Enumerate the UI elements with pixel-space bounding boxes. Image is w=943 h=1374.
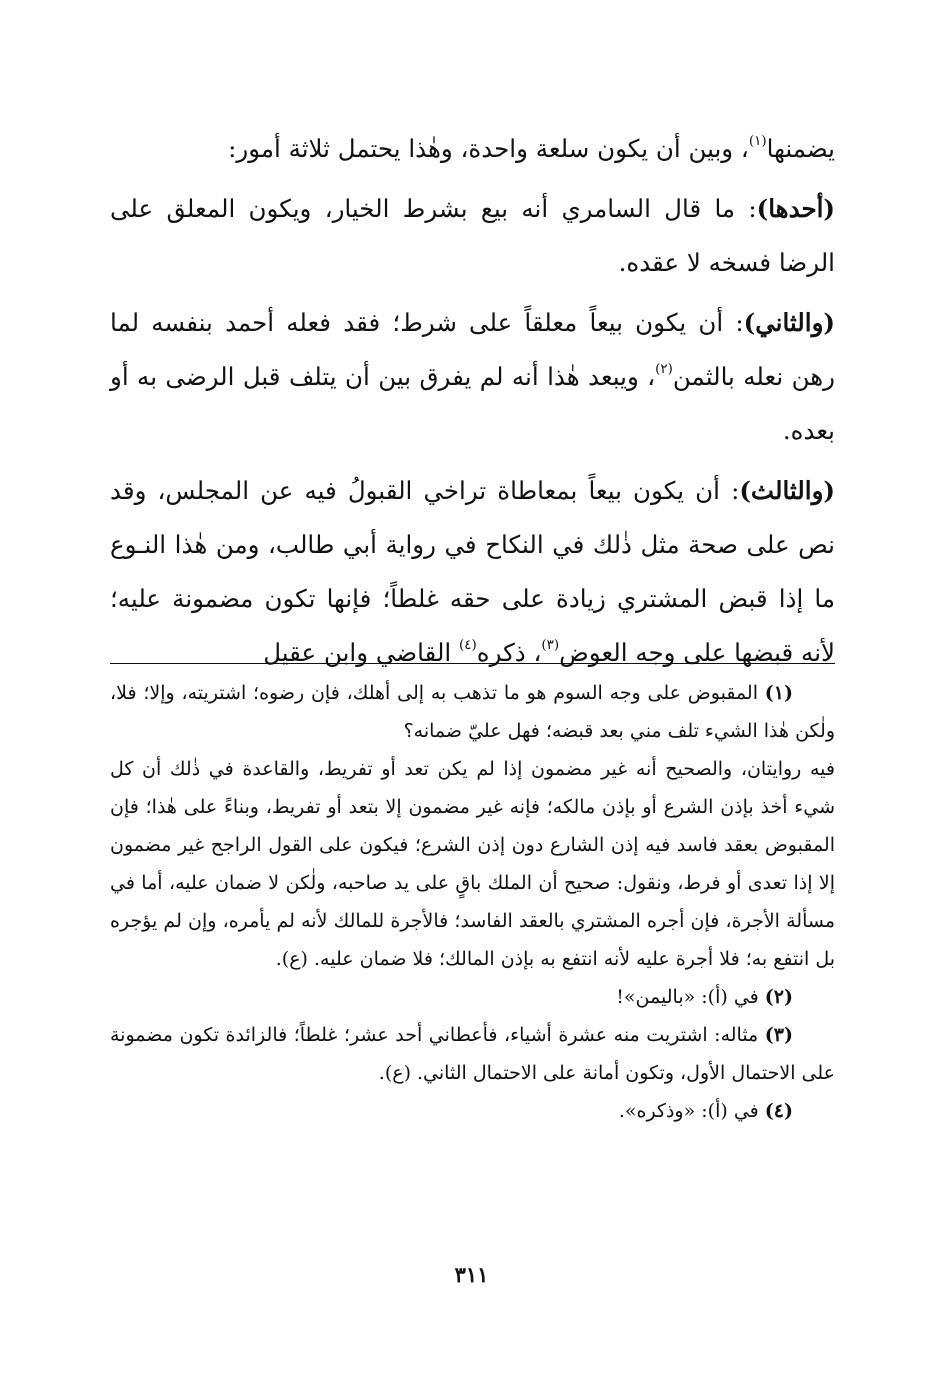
footnote-1-text-2: فيه روايتان، والصحيح أنه غير مضمون إذا لم يكن تعد أو تفريط، والقاعدة في ذٰلك أن كل شيء أخذ بإذن الشرع أو بإذن مالكه؛ فإنه غير مضمون إلا بتعد أو تفريط، وبناءً على هٰذا؛ فإن المقبوض بعقد فاسد فيه إذن الشارع دون إذن الشرع؛ فيكون على القول الراجح غير مضمون إلا إذا تعدى أو فرط، ونقول: صحيح أن الملك باقٍ على يد صاحبه، ولٰكن لا ضمان عليه، أما في مسألة الأجرة، فإن أجره المشتري بالعقد الفاسد؛ فالأجرة للمالك لأنه لم يأمره، وإن لم يؤجره بل انتفع به؛ فلا أجرة عليه لأنه انتفع به بإذن المالك؛ فلا ضمان عليه. (ع). [110, 758, 835, 970]
page-number: ٣١١ [454, 1262, 489, 1287]
footnote-4-text: في (أ): «وذكره». [618, 1100, 765, 1122]
paragraph-2 [110, 182, 835, 290]
footnote-1-number: (١) [764, 682, 793, 704]
paragraph-2-label: (أحدها) [756, 194, 835, 223]
footnote-2 [110, 978, 835, 1016]
footnote-3-number: (٣) [764, 1024, 793, 1046]
footnote-1-text: المقبوض على وجه السوم هو ما تذهب به إلى أهلك، فإن رضوه؛ اشتريته، وإلا؛ فلا، ولٰكن هٰذا الشيء تلف مني بعد قبضه؛ فهل عليّ ضمانه؟ [110, 682, 835, 742]
footnote-1 [110, 674, 835, 750]
footnote-ref-3[interactable]: (٣) [541, 636, 560, 653]
footnotes-section [110, 674, 835, 1130]
footnote-2-text: في (أ): «باليمن»! [616, 986, 765, 1008]
footnote-2-number: (٢) [764, 986, 793, 1008]
paragraph-3-text-b: ، ويبعد هٰذا أنه لم يفرق بين أن يتلف قبل الرضى به أو بعده. [110, 362, 835, 445]
footnote-1-continuation [110, 750, 835, 978]
paragraph-4-text-a: : أن يكون بيعاً بمعاطاة تراخي القبولُ فيه عن المجلس، وقد نص على صحة مثل ذٰلك في النكاح في رواية أبي طالب، ومن هٰذا النـوع ما إذا قبض المشتري زيادة على حقه غلطاً؛ فإنها تكون مضمونة عليه؛ لأنه قبضها على وجه العوض [110, 476, 835, 667]
footnote-ref-2[interactable]: (٢) [655, 360, 673, 377]
paragraph-1 [110, 122, 835, 176]
paragraph-4-text-c: القاضي وابن عقيل [263, 638, 460, 667]
footnote-4-number: (٤) [764, 1100, 793, 1122]
footnote-4 [110, 1092, 835, 1130]
footnote-ref-1[interactable]: (١) [748, 132, 767, 149]
paragraph-3-text-a: : أن يكون بيعاً معلقاً على شرط؛ فقد فعله أحمد بنفسه لما رهن نعله بالثمن [110, 308, 835, 391]
paragraph-1-text-a: يضمنها [766, 134, 835, 163]
paragraph-2-text: : ما قال السامري أنه بيع بشرط الخيار، ويكون المعلق على الرضا فسخه لا عقده. [110, 194, 835, 277]
paragraph-4-label: (والثالث) [739, 476, 835, 505]
paragraph-4 [110, 464, 835, 680]
paragraph-1-text-b: ، وبين أن يكون سلعة واحدة، وهٰذا يحتمل ثلاثة أمور: [228, 134, 749, 163]
footnote-separator [110, 663, 835, 664]
footnote-3-text: مثاله: اشتريت منه عشرة أشياء، فأعطاني أحد عشر؛ غلطاً؛ فالزائدة تكون مضمونة على الاحتمال الأول، وتكون أمانة على الاحتمال الثاني. (ع). [110, 1024, 835, 1084]
paragraph-3-label: (والثاني) [743, 308, 835, 337]
footnote-3 [110, 1016, 835, 1092]
footnote-ref-4[interactable]: (٤) [459, 636, 477, 653]
paragraph-3 [110, 296, 835, 458]
paragraph-4-text-b: ، ذكره [476, 638, 542, 667]
main-body-text [110, 122, 835, 680]
